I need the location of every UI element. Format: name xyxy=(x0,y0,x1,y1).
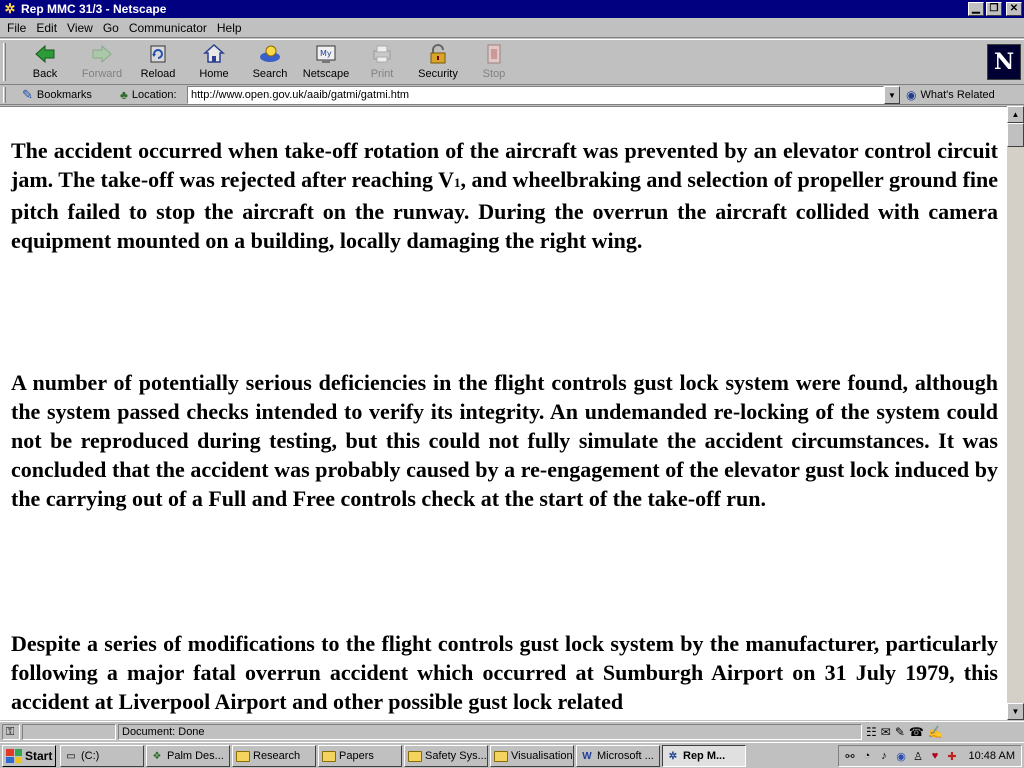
menu-communicator[interactable]: Communicator xyxy=(128,20,207,35)
taskbar-item-microsoft-word[interactable] xyxy=(576,745,660,767)
security-status-icon[interactable]: ⚿ xyxy=(2,724,20,740)
antivirus-icon[interactable]: ✚ xyxy=(947,750,957,763)
menu-bar xyxy=(0,18,1024,38)
volume-icon[interactable]: ♪ xyxy=(881,750,887,762)
folder-icon xyxy=(408,750,422,762)
search-button[interactable] xyxy=(242,42,298,82)
progress-bar xyxy=(22,724,116,740)
v1-subscript: 1 xyxy=(454,175,461,190)
search-label: Search xyxy=(252,68,288,80)
scroll-down-button[interactable]: ▼ xyxy=(1007,703,1024,720)
stop-button[interactable] xyxy=(466,42,522,82)
discussions-icon[interactable]: ✎ xyxy=(894,725,905,739)
location-bar xyxy=(0,85,1024,105)
whats-related-icon: ◉ xyxy=(906,88,917,102)
scroll-thumb[interactable] xyxy=(1007,123,1024,147)
address-book-icon[interactable]: ☎ xyxy=(908,725,924,739)
padlock-icon xyxy=(425,42,451,66)
home-icon xyxy=(201,42,227,66)
eye-icon[interactable]: ◉ xyxy=(896,750,906,763)
start-button[interactable] xyxy=(2,745,56,767)
security-label: Security xyxy=(418,68,458,80)
taskbar-item-research[interactable] xyxy=(232,745,316,767)
paragraph-1-text-b: , and wheelbraking and selection of propeller ground fine pitch failed to stop the aircraft on the runway. During the overrun the aircraft collided with camera equipment mounted on a building, locally damaging the right wing. xyxy=(11,167,999,253)
url-history-dropdown[interactable]: ▼ xyxy=(884,86,900,104)
window-title: Rep MMC 31/3 - Netscape xyxy=(21,2,167,16)
taskbar-item-label: Papers xyxy=(339,750,374,762)
reload-button[interactable] xyxy=(130,42,186,82)
home-label: Home xyxy=(199,68,229,80)
netscape-task-icon: ✲ xyxy=(668,750,678,762)
word-icon: W xyxy=(582,750,592,762)
stop-label: Stop xyxy=(482,68,506,80)
security-button[interactable] xyxy=(410,42,466,82)
taskbar-item-label: Palm Des... xyxy=(167,750,224,762)
menu-view[interactable]: View xyxy=(67,20,93,35)
location-label xyxy=(120,87,177,103)
search-icon xyxy=(257,42,283,66)
folder-icon xyxy=(322,750,336,762)
home-button[interactable] xyxy=(186,42,242,82)
taskbar-item-papers[interactable] xyxy=(318,745,402,767)
taskbar-item-label: Rep M... xyxy=(683,750,726,762)
taskbar-item-label: Research xyxy=(253,750,301,762)
palm-desktop-icon: ❖ xyxy=(152,750,162,762)
my-netscape-icon xyxy=(313,42,339,66)
url-input[interactable] xyxy=(187,86,884,104)
netscape-logo[interactable]: N xyxy=(987,44,1021,80)
forward-arrow-icon xyxy=(89,42,115,66)
paragraph-1-text-a: The accident occurred when take-off rotation of the aircraft was prevented by an elevator control circuit jam. The take-off was rejected after reaching V xyxy=(11,138,998,192)
network-icon[interactable]: ⚯ xyxy=(845,750,855,763)
location-bar-grip[interactable] xyxy=(3,87,6,103)
taskbar-item-palm-desktop[interactable] xyxy=(146,745,230,767)
taskbar-item-label: Microsoft ... xyxy=(597,750,654,762)
paragraph-2: A number of potentially serious deficiencies in the flight controls gust lock system were found, although the system passed checks intended to verify its integrity. An undemanded re-locking of the system could not be reproduced during testing, but this could not fully simulate the accident circumstances. It was concluded that the accident was probably caused by a re-engagement of the elevator gust lock induced by the carrying out of a Full and Free controls check at the start of the take-off run. xyxy=(11,370,998,511)
reload-label: Reload xyxy=(140,68,176,80)
paragraph-1 xyxy=(11,136,998,255)
toolbar-grip[interactable] xyxy=(3,43,6,81)
print-label: Print xyxy=(370,68,394,80)
taskbar-item-safety-systems[interactable] xyxy=(404,745,488,767)
netscape-button[interactable] xyxy=(298,42,354,82)
menu-help[interactable]: Help xyxy=(216,20,242,35)
navigator-icon[interactable]: ☷ xyxy=(866,725,877,739)
component-bar xyxy=(866,724,943,740)
navigation-toolbar xyxy=(0,39,1024,85)
taskbar-item-label: Visualisation xyxy=(511,750,573,762)
mail-icon[interactable]: ✉ xyxy=(880,725,891,739)
print-button[interactable] xyxy=(354,42,410,82)
scheduler-icon[interactable]: ◔ xyxy=(863,750,871,762)
paragraph-3: Despite a series of modifications to the flight controls gust lock system by the manufacturer, particularly following a major fatal overrun accident which occurred at Sumburgh Airport on 31 July 1979, this accident at Liverpool Airport and other possible gust lock related xyxy=(11,631,998,714)
windows-taskbar xyxy=(0,742,1024,768)
back-button[interactable] xyxy=(17,42,73,82)
location-text: Location: xyxy=(131,89,177,101)
close-button[interactable]: ✕ xyxy=(1006,2,1022,16)
folder-icon xyxy=(494,750,508,762)
menu-go[interactable]: Go xyxy=(102,20,119,35)
status-text: Document: Done xyxy=(118,724,862,740)
netscape-label: Netscape xyxy=(302,68,350,80)
menu-file[interactable]: File xyxy=(7,20,27,35)
composer-icon[interactable]: ✍ xyxy=(927,725,943,739)
svg-text:My: My xyxy=(320,49,332,58)
clock[interactable]: 10:48 AM xyxy=(968,750,1015,762)
windows-logo-icon xyxy=(6,749,22,763)
scroll-up-button[interactable]: ▲ xyxy=(1007,106,1024,123)
taskbar-item-drive-c[interactable] xyxy=(60,745,144,767)
system-tray xyxy=(838,745,1022,767)
start-label: Start xyxy=(25,749,53,763)
minimize-button[interactable]: ▁ xyxy=(968,2,984,16)
heart-icon[interactable]: ♥ xyxy=(931,750,939,762)
bookmarks-label: Bookmarks xyxy=(36,89,92,101)
whats-related-label: What's Related xyxy=(920,89,995,101)
folder-icon xyxy=(236,750,250,762)
status-bar xyxy=(0,721,1024,742)
taskbar-item-label: Safety Sys... xyxy=(425,750,487,762)
printer-icon xyxy=(369,42,395,66)
page-proxy-icon[interactable]: ♣ xyxy=(120,88,128,102)
title-bar xyxy=(0,0,1024,18)
taskbar-item-label: (C:) xyxy=(81,750,100,762)
back-label: Back xyxy=(32,68,58,80)
stop-icon xyxy=(481,42,507,66)
reload-icon xyxy=(145,42,171,66)
back-arrow-icon xyxy=(32,42,58,66)
forward-button[interactable] xyxy=(74,42,130,82)
netscape-app-icon[interactable]: ✲ xyxy=(4,1,16,16)
taskbar-item-netscape[interactable] xyxy=(662,745,746,767)
restore-button[interactable]: ❐ xyxy=(986,2,1002,16)
bookmarks-button[interactable] xyxy=(22,87,92,103)
forward-label: Forward xyxy=(81,68,123,80)
drive-icon: ▭ xyxy=(66,750,76,762)
bookmark-icon: ✎ xyxy=(22,87,33,102)
page-content xyxy=(0,106,1007,720)
whats-related-button[interactable] xyxy=(906,87,995,103)
menu-edit[interactable]: Edit xyxy=(36,20,58,35)
vertical-scrollbar[interactable] xyxy=(1007,106,1024,720)
taskbar-item-visualisation[interactable] xyxy=(490,745,574,767)
person-icon[interactable]: ♙ xyxy=(913,750,923,763)
